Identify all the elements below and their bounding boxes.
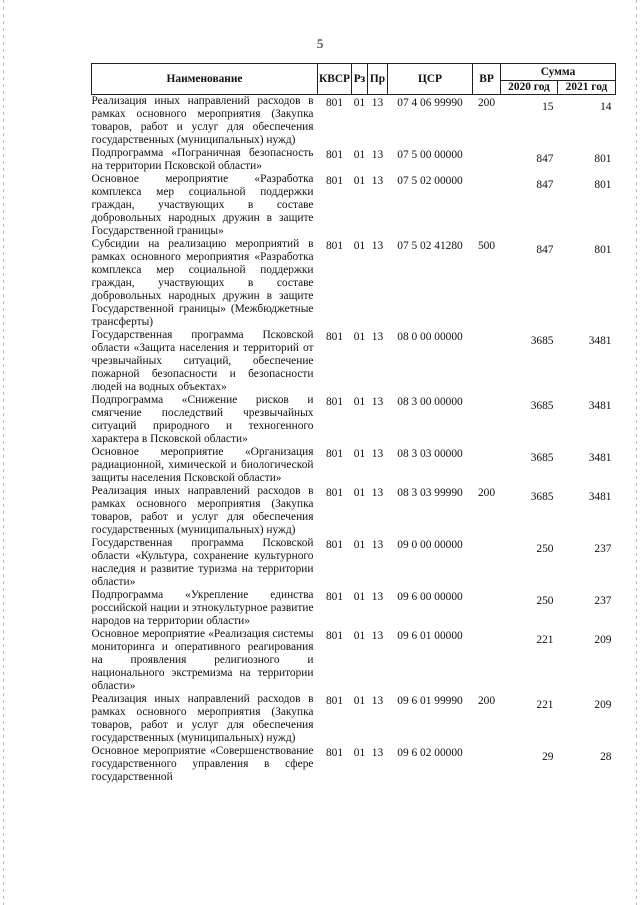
row-csr: 07 5 02 00000 [397,175,463,187]
row-sum-2020: 250 [536,595,554,607]
row-pr: 13 [371,97,384,109]
header-pr: Пр [368,64,388,95]
row-csr: 09 0 00 00000 [397,539,463,551]
row-rz: 01 [353,695,366,707]
row-sum-2021: 3481 [588,491,612,503]
row-csr: 08 3 03 99990 [397,487,463,499]
row-name: Подпрограмма «Снижение рисков и смягчение последствий чрезвычайных ситуаций природного и техногенного характера в Псковской области» [91,394,314,445]
row-sum-2021: 14 [600,101,612,113]
row-sum-2020: 847 [536,153,554,165]
row-sum-2020: 3685 [530,335,554,347]
table-row [92,446,616,485]
row-sum-2020: 15 [542,101,554,113]
row-sum-2021: 237 [594,595,612,607]
row-name: Реализация иных направлений расходов в рамках основного мероприятия (Закупка товаров, работ и услуг для обеспечения государственных (муниципальных) нужд) [91,693,314,744]
table-body [92,95,616,785]
table-row [92,485,616,537]
row-vr: 200 [477,97,496,109]
row-name: Государственная программа Псковской области «Защита населения и территорий от чрезвычайных ситуаций, обеспечение пожарной безопасности и безопасности людей на водных объектах» [91,329,314,393]
row-pr: 13 [371,331,384,343]
row-csr: 08 3 03 00000 [397,448,463,460]
budget-table [91,63,616,784]
row-kvsr: 801 [325,97,344,109]
row-kvsr: 801 [325,747,344,759]
table-row [92,147,616,173]
row-rz: 01 [353,149,366,161]
table-row [92,95,616,148]
row-name: Основное мероприятие «Совершенствование государственного управления в сфере государственной [91,745,314,783]
row-rz: 01 [353,448,366,460]
row-pr: 13 [371,149,384,161]
row-csr: 09 6 01 00000 [397,630,463,642]
row-sum-2020: 3685 [530,452,554,464]
row-sum-2020: 3685 [530,491,554,503]
table-row [92,628,616,693]
row-kvsr: 801 [325,175,344,187]
row-pr: 13 [371,630,384,642]
row-csr: 09 6 01 99990 [397,695,463,707]
row-rz: 01 [353,97,366,109]
row-rz: 01 [353,630,366,642]
row-vr [473,537,501,589]
row-sum-2021: 3481 [588,400,612,412]
row-sum-2021: 209 [594,634,612,646]
row-vr [473,745,501,784]
row-sum-2020: 250 [536,543,554,555]
row-sum-2020: 29 [542,751,554,763]
row-sum-2020: 3685 [530,400,554,412]
row-pr: 13 [371,175,384,187]
row-vr: 200 [477,695,496,707]
table-row [92,589,616,628]
row-sum-2021: 3481 [588,335,612,347]
row-name: Подпрограмма «Пограничная безопасность на территории Псковской области» [91,147,314,172]
row-kvsr: 801 [325,331,344,343]
row-kvsr: 801 [325,487,344,499]
row-name: Основное мероприятие «Организация радиационной, химической и биологической защиты населения Псковской области» [91,446,314,484]
row-sum-2021: 801 [594,244,612,256]
row-rz: 01 [353,331,366,343]
row-kvsr: 801 [325,240,344,252]
row-csr: 09 6 02 00000 [397,747,463,759]
row-vr: 500 [477,240,496,252]
row-pr: 13 [371,448,384,460]
row-pr: 13 [371,747,384,759]
row-kvsr: 801 [325,396,344,408]
row-rz: 01 [353,240,366,252]
header-vr: ВР [473,64,501,95]
row-rz: 01 [353,396,366,408]
table-row [92,693,616,745]
row-kvsr: 801 [325,539,344,551]
row-pr: 13 [371,396,384,408]
scan-edge-right [636,0,637,905]
row-kvsr: 801 [325,149,344,161]
row-sum-2021: 801 [594,179,612,191]
row-pr: 13 [371,240,384,252]
header-rz: Рз [352,64,368,95]
row-rz: 01 [353,747,366,759]
row-name: Основное мероприятие «Разработка комплекса мер социальной поддержки граждан, участвующих в составе добровольных народных дружин в защите Государственной границы» [91,173,314,237]
row-name: Подпрограмма «Укрепление единства российской нации и этнокультурное развитие народов на территории области» [91,589,314,627]
header-csr: ЦСР [388,64,473,95]
row-rz: 01 [353,591,366,603]
row-pr: 13 [371,591,384,603]
row-sum-2021: 209 [594,699,612,711]
row-csr: 07 4 06 99990 [397,97,463,109]
row-vr [473,394,501,446]
header-year-2020: 2020 год [501,81,558,95]
header-year-2021: 2021 год [558,81,616,95]
row-sum-2020: 221 [536,699,554,711]
table-row [92,394,616,446]
row-csr: 08 0 00 00000 [397,331,463,343]
scan-edge-left [3,0,4,905]
table-row [92,329,616,394]
row-pr: 13 [371,695,384,707]
row-pr: 13 [371,487,384,499]
table-row [92,537,616,589]
table-row [92,745,616,784]
row-name: Субсидии на реализацию мероприятий в рамках основного мероприятия «Разработка комплекса мер социальной поддержки граждан, участвующих в составе добровольных народных дружин в защите Государственной границы» (Межбюджетные трансферты) [91,238,314,328]
row-name: Реализация иных направлений расходов в рамках основного мероприятия (Закупка товаров, работ и услуг для обеспечения государственных (муниципальных) нужд) [91,95,314,146]
row-csr: 09 6 00 00000 [397,591,463,603]
row-sum-2021: 3481 [588,452,612,464]
row-vr [473,329,501,394]
row-name: Основное мероприятие «Реализация системы мониторинга и оперативного реагирования на проявления религиозного и национального экстремизма на территории области» [91,628,314,692]
row-csr: 07 5 00 00000 [397,149,463,161]
row-csr: 08 3 00 00000 [397,396,463,408]
row-kvsr: 801 [325,448,344,460]
header-name: Наименование [92,64,318,95]
row-sum-2020: 847 [536,179,554,191]
row-kvsr: 801 [325,630,344,642]
row-vr [473,446,501,485]
table-header [92,64,616,95]
row-kvsr: 801 [325,695,344,707]
row-vr: 200 [477,487,496,499]
row-name: Реализация иных направлений расходов в рамках основного мероприятия (Закупка товаров, работ и услуг для обеспечения государственных (муниципальных) нужд) [91,485,314,536]
header-sum: Сумма [501,64,616,81]
row-sum-2020: 847 [536,244,554,256]
row-vr [473,628,501,693]
row-sum-2021: 28 [600,751,612,763]
row-pr: 13 [371,539,384,551]
row-rz: 01 [353,175,366,187]
row-sum-2021: 801 [594,153,612,165]
row-sum-2021: 237 [594,543,612,555]
row-vr [473,147,501,173]
row-sum-2020: 221 [536,634,554,646]
table-row [92,173,616,238]
page-number: 5 [316,36,324,51]
row-kvsr: 801 [325,591,344,603]
row-rz: 01 [353,539,366,551]
table-row [92,238,616,329]
header-kvsr: КВСР [318,64,352,95]
row-name: Государственная программа Псковской области «Культура, сохранение культурного наследия и развитие туризма на территории области» [91,537,314,588]
row-vr [473,589,501,628]
row-csr: 07 5 02 41280 [397,240,463,252]
row-rz: 01 [353,487,366,499]
row-vr [473,173,501,238]
